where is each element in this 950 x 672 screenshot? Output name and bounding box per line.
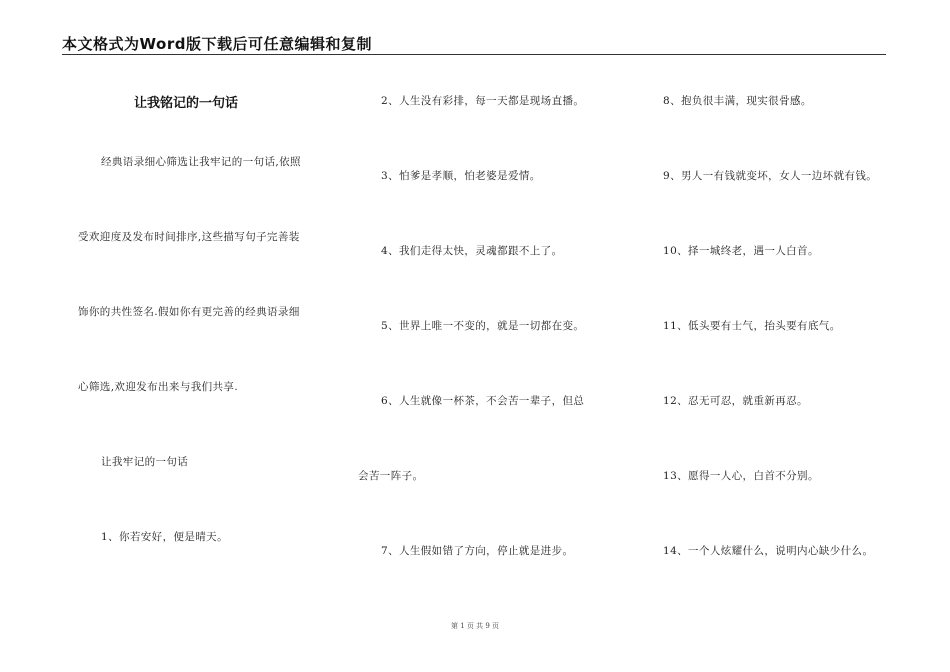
subheading: 让我牢记的一句话 bbox=[101, 456, 189, 468]
document-header-title: 本文格式为Word版下载后可任意编辑和复制 bbox=[62, 35, 372, 53]
quote-item: 10、择一城终老，遇一人白首。 bbox=[663, 245, 819, 257]
intro-line: 经典语录细心筛选让我牢记的一句话,依照 bbox=[101, 156, 301, 168]
quote-item: 4、我们走得太快，灵魂都跟不上了。 bbox=[381, 245, 563, 257]
quote-item: 14、一个人炫耀什么，说明内心缺少什么。 bbox=[663, 545, 874, 557]
column-title: 让我铭记的一句话 bbox=[134, 96, 239, 111]
page-number: 第 1 页 共 9 页 bbox=[450, 622, 500, 630]
quote-item: 7、人生假如错了方向，停止就是进步。 bbox=[381, 545, 574, 557]
quote-item: 8、抱负很丰满，现实很骨感。 bbox=[663, 95, 812, 107]
quote-item: 9、男人一有钱就变坏，女人一边坏就有钱。 bbox=[663, 170, 878, 182]
header-divider bbox=[62, 54, 886, 55]
quote-item: 3、怕爹是孝顺，怕老婆是爱情。 bbox=[381, 170, 541, 182]
quote-item: 6、人生就像一杯茶，不会苦一辈子，但总 bbox=[381, 395, 585, 407]
quote-item-continuation: 会苦一阵子。 bbox=[358, 470, 424, 482]
quote-item: 13、愿得一人心，白首不分别。 bbox=[663, 470, 819, 482]
intro-line: 心筛选,欢迎发布出来与我们共享. bbox=[78, 381, 239, 393]
intro-line: 饰你的共性签名.假如你有更完善的经典语录细 bbox=[78, 306, 300, 318]
quote-item: 12、忍无可忍，就重新再忍。 bbox=[663, 395, 808, 407]
quote-item: 5、世界上唯一不变的，就是一切都在变。 bbox=[381, 320, 585, 332]
quote-item: 11、低头要有士气，抬头要有底气。 bbox=[663, 320, 841, 332]
quote-item: 1、你若安好，便是晴天。 bbox=[101, 531, 228, 543]
intro-line: 受欢迎度及发布时间排序,这些描写句子完善装 bbox=[78, 231, 300, 243]
quote-item: 2、人生没有彩排，每一天都是现场直播。 bbox=[381, 95, 585, 107]
